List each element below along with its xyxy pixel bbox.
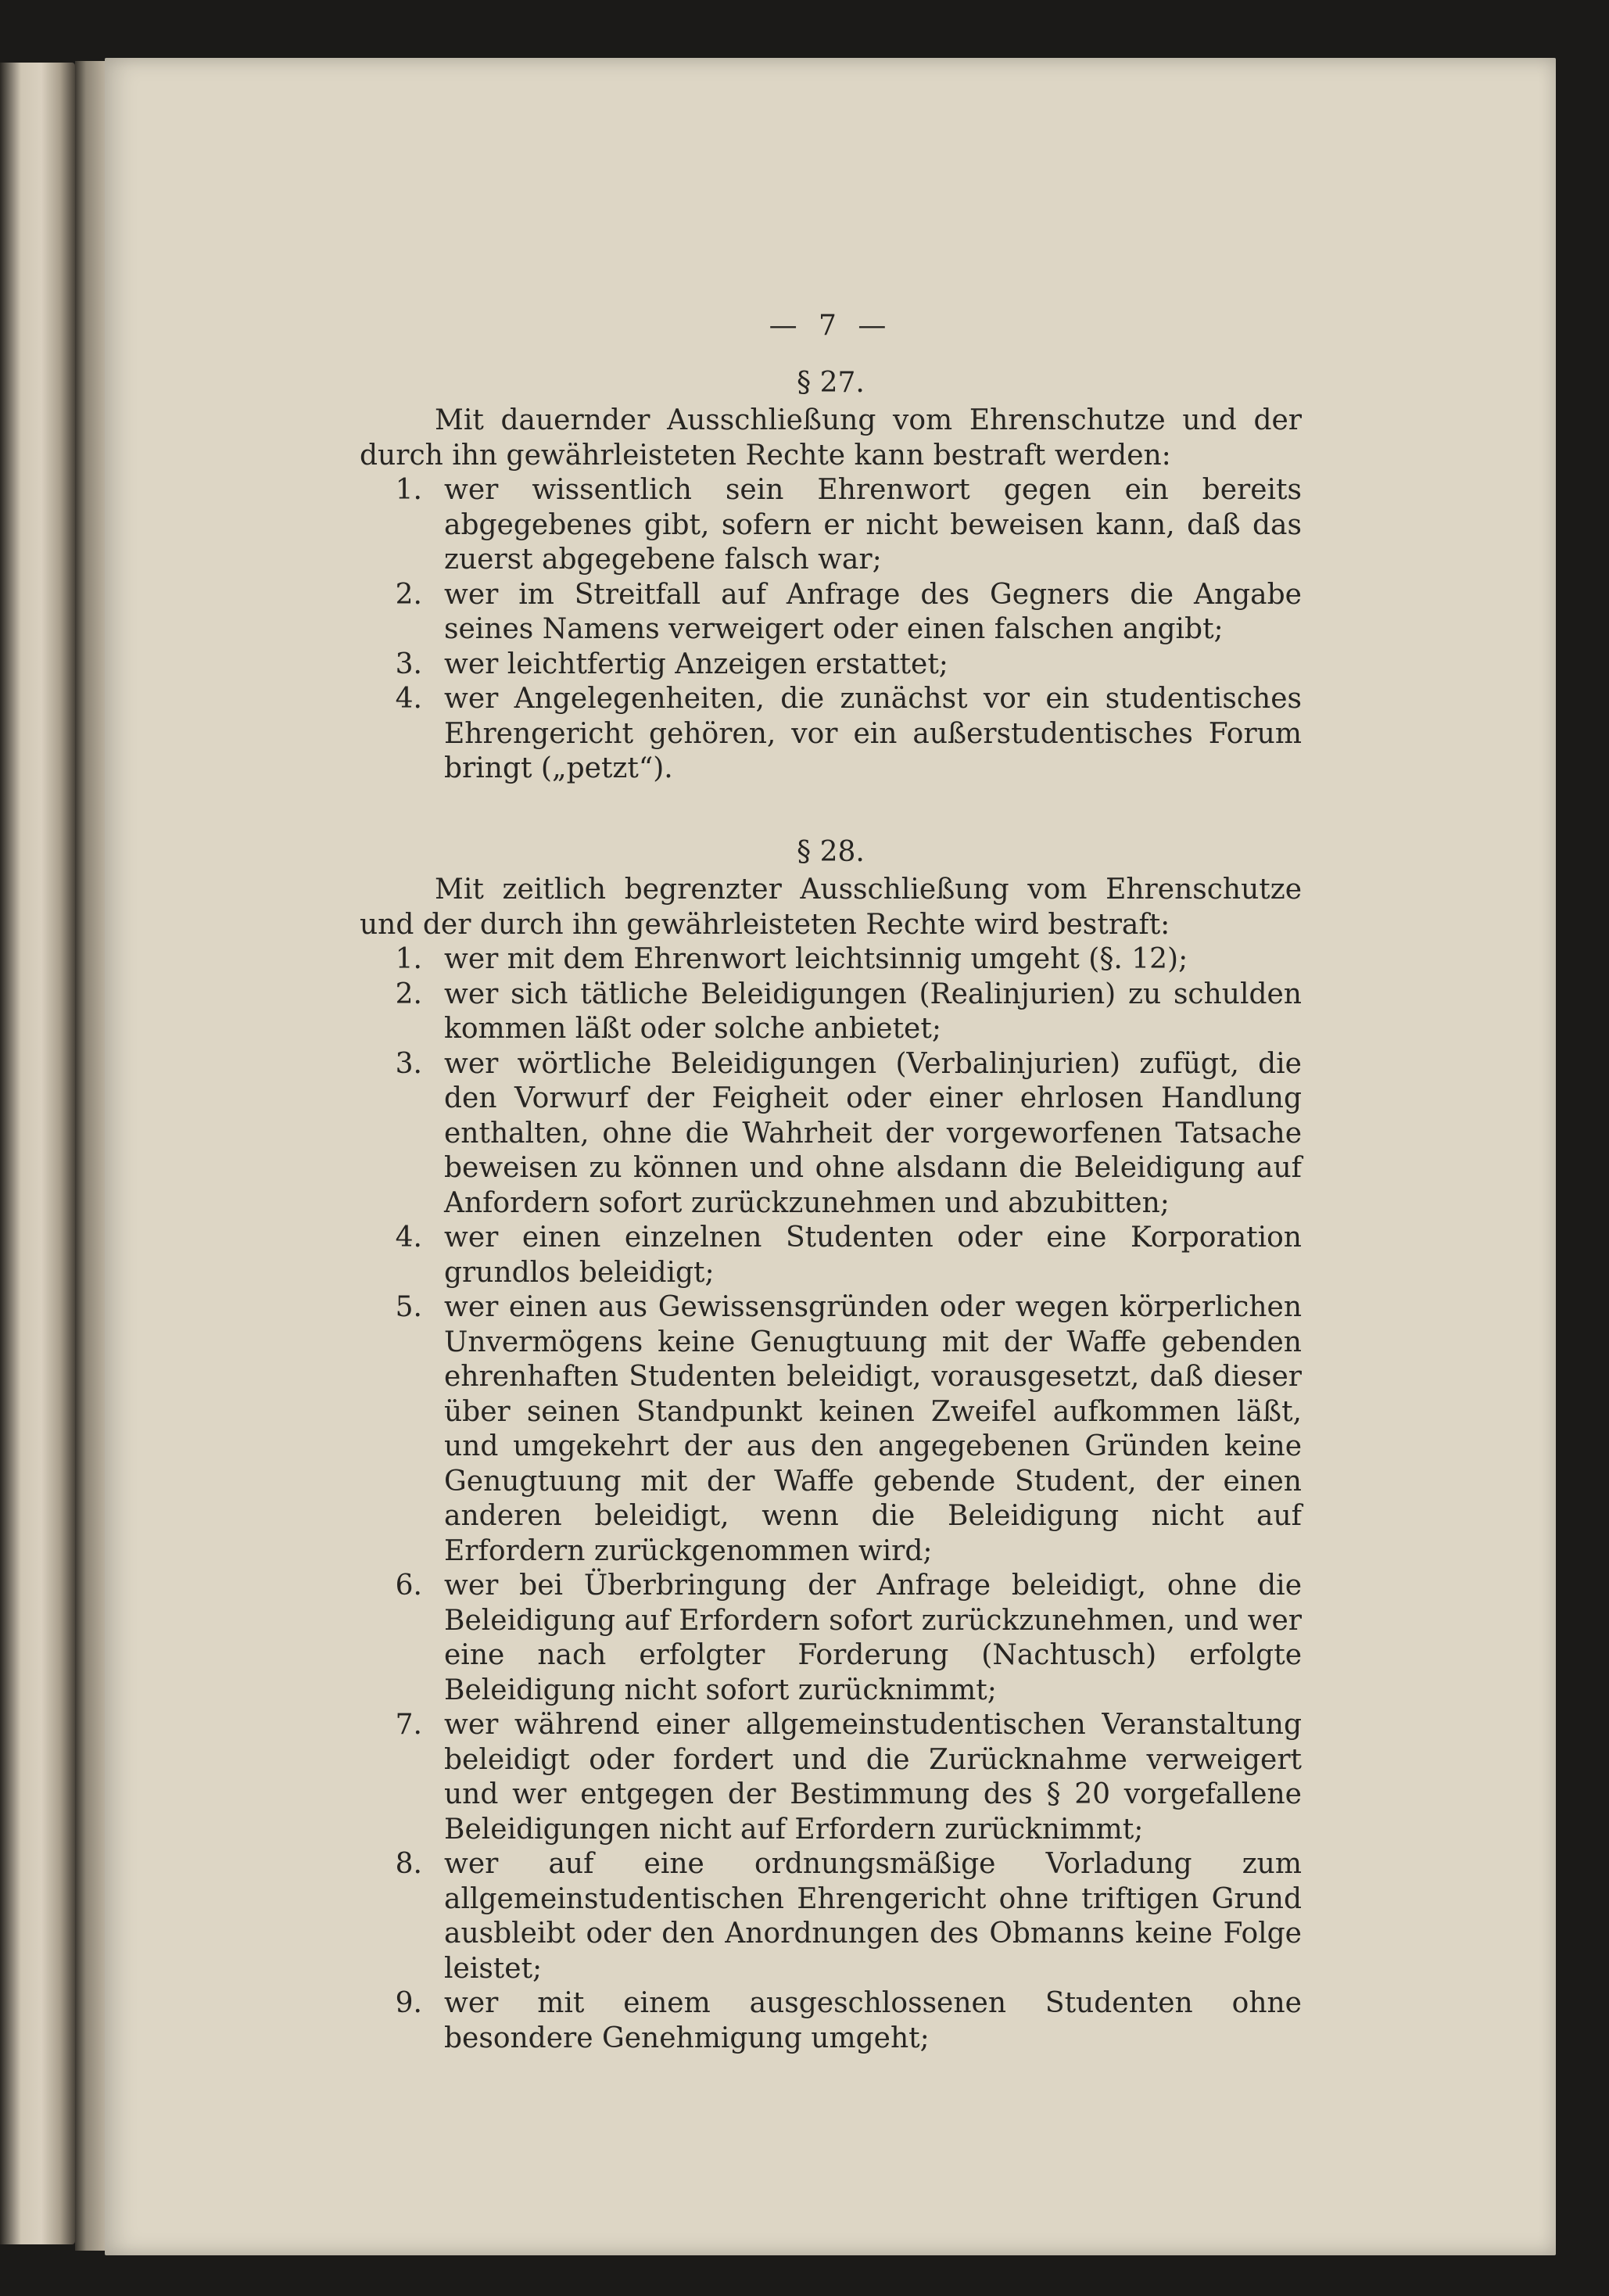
- list-item-number: 7.: [395, 1709, 422, 1741]
- list-item-number: 6.: [395, 1570, 422, 1602]
- list-item-number: 5.: [395, 1291, 422, 1323]
- list-item-text: wer einen einzelnen Studenten oder eine Korporation grundlos beleidigt;: [444, 1222, 1302, 1289]
- list-item-number: 8.: [395, 1848, 422, 1880]
- list-item: [360, 978, 1302, 1047]
- list-item-number: 4.: [395, 1222, 422, 1254]
- list-item-text: wer wörtliche Beleidigungen (Verbalinjurien) zufügt, die den Vorwurf der Feigheit oder einer ehrlosen Handlung enthalten, ohne die Wahrheit der vorgeworfenen Tatsache beweisen zu können und ohne alsdann die Beleidigung auf Anfordern sofort zurückzunehmen und abzubitten;: [444, 1047, 1302, 1219]
- list-item-number: 2.: [395, 578, 422, 611]
- list-item: [360, 578, 1302, 648]
- previous-page-edge: [0, 63, 75, 2244]
- list-item-number: 3.: [395, 648, 422, 680]
- list-item-text: wer mit dem Ehrenwort leichtsinnig umgeht (§. 12);: [444, 943, 1188, 975]
- section-28-list: [360, 942, 1302, 2056]
- list-item-text: wer mit einem ausgeschlossenen Studenten ohne besondere Genehmigung umgeht;: [444, 1987, 1302, 2054]
- list-item-text: wer Angelegenheiten, die zunächst vor ein studentisches Ehrengericht gehören, vor ein außerstudentisches Forum bringt („petzt“).: [444, 683, 1302, 784]
- list-item: [360, 1847, 1302, 1986]
- page-number: — 7 —: [769, 310, 893, 342]
- list-item-number: 2.: [395, 978, 422, 1010]
- list-item-text: wer wissentlich sein Ehrenwort gegen ein bereits abgegebenes gibt, sofern er nicht beweisen kann, daß das zuerst abgegebene falsch war;: [444, 474, 1302, 576]
- list-item: [360, 1986, 1302, 2056]
- list-item-text: wer leichtfertig Anzeigen erstattet;: [444, 648, 948, 680]
- list-item-text: wer bei Überbringung der Anfrage beleidigt, ohne die Beleidigung auf Erfordern sofort zurückzunehmen, und wer eine nach erfolgter Forderung (Nachtusch) erfolgte Beleidigung nicht sofort zurücknimmt;: [444, 1570, 1302, 1706]
- list-item: [360, 1221, 1302, 1290]
- list-item-text: wer während einer allgemeinstudentischen Veranstaltung beleidigt oder fordert und die Zurücknahme verweigert und wer entgegen der Bestimmung des § 20 vorgefallene Beleidigungen nicht auf Erfordern zurücknimmt;: [444, 1709, 1302, 1846]
- page-text-block: [360, 309, 1302, 2056]
- list-item-number: 1.: [395, 943, 422, 975]
- list-item: [360, 942, 1302, 978]
- list-item-number: 1.: [395, 474, 422, 506]
- list-item-number: 9.: [395, 1987, 422, 2019]
- list-item-text: wer im Streitfall auf Anfrage des Gegners die Angabe seines Namens verweigert oder einen falschen angibt;: [444, 578, 1302, 645]
- list-item-text: wer auf eine ordnungsmäßige Vorladung zum allgemeinstudentischen Ehrengericht ohne triftigen Grund ausbleibt oder den Anordnungen des Obmanns keine Folge leistet;: [444, 1848, 1302, 1985]
- list-item-text: wer sich tätliche Beleidigungen (Realinjurien) zu schulden kommen läßt oder solche anbietet;: [444, 978, 1302, 1045]
- list-item: [360, 473, 1302, 578]
- list-item-text: wer einen aus Gewissensgründen oder wegen körperlichen Unvermögens keine Genugtuung mit der Waffe gebenden ehrenhaften Studenten beleidigt, vorausgesetzt, daß dieser über seinen Standpunkt keinen Zweifel aufkommen läßt, und umgekehrt der aus den angegebenen Gründen keine Genugtuung mit der Waffe gebende Student, der einen anderen beleidigt, wenn die Beleidigung nicht auf Erfordern zurückgenommen wird;: [444, 1291, 1302, 1567]
- list-item: [360, 648, 1302, 683]
- list-item: [360, 1047, 1302, 1222]
- list-item: [360, 1708, 1302, 1847]
- section-28-intro: Mit zeitlich begrenzter Ausschließung vom Ehrenschutze und der durch ihn gewährleisteten Rechte wird bestraft:: [360, 874, 1302, 941]
- list-item: [360, 682, 1302, 787]
- list-item: [360, 1290, 1302, 1569]
- section-27-intro: Mit dauernder Ausschließung vom Ehrenschutze und der durch ihn gewährleisteten Rechte kann bestraft werden:: [360, 404, 1302, 472]
- section-title-28: § 28.: [797, 835, 865, 868]
- section-title-27: § 27.: [797, 366, 865, 399]
- list-item-number: 4.: [395, 683, 422, 715]
- section-27-list: [360, 473, 1302, 787]
- list-item: [360, 1569, 1302, 1708]
- book-spine: [75, 61, 106, 2251]
- list-item-number: 3.: [395, 1047, 422, 1080]
